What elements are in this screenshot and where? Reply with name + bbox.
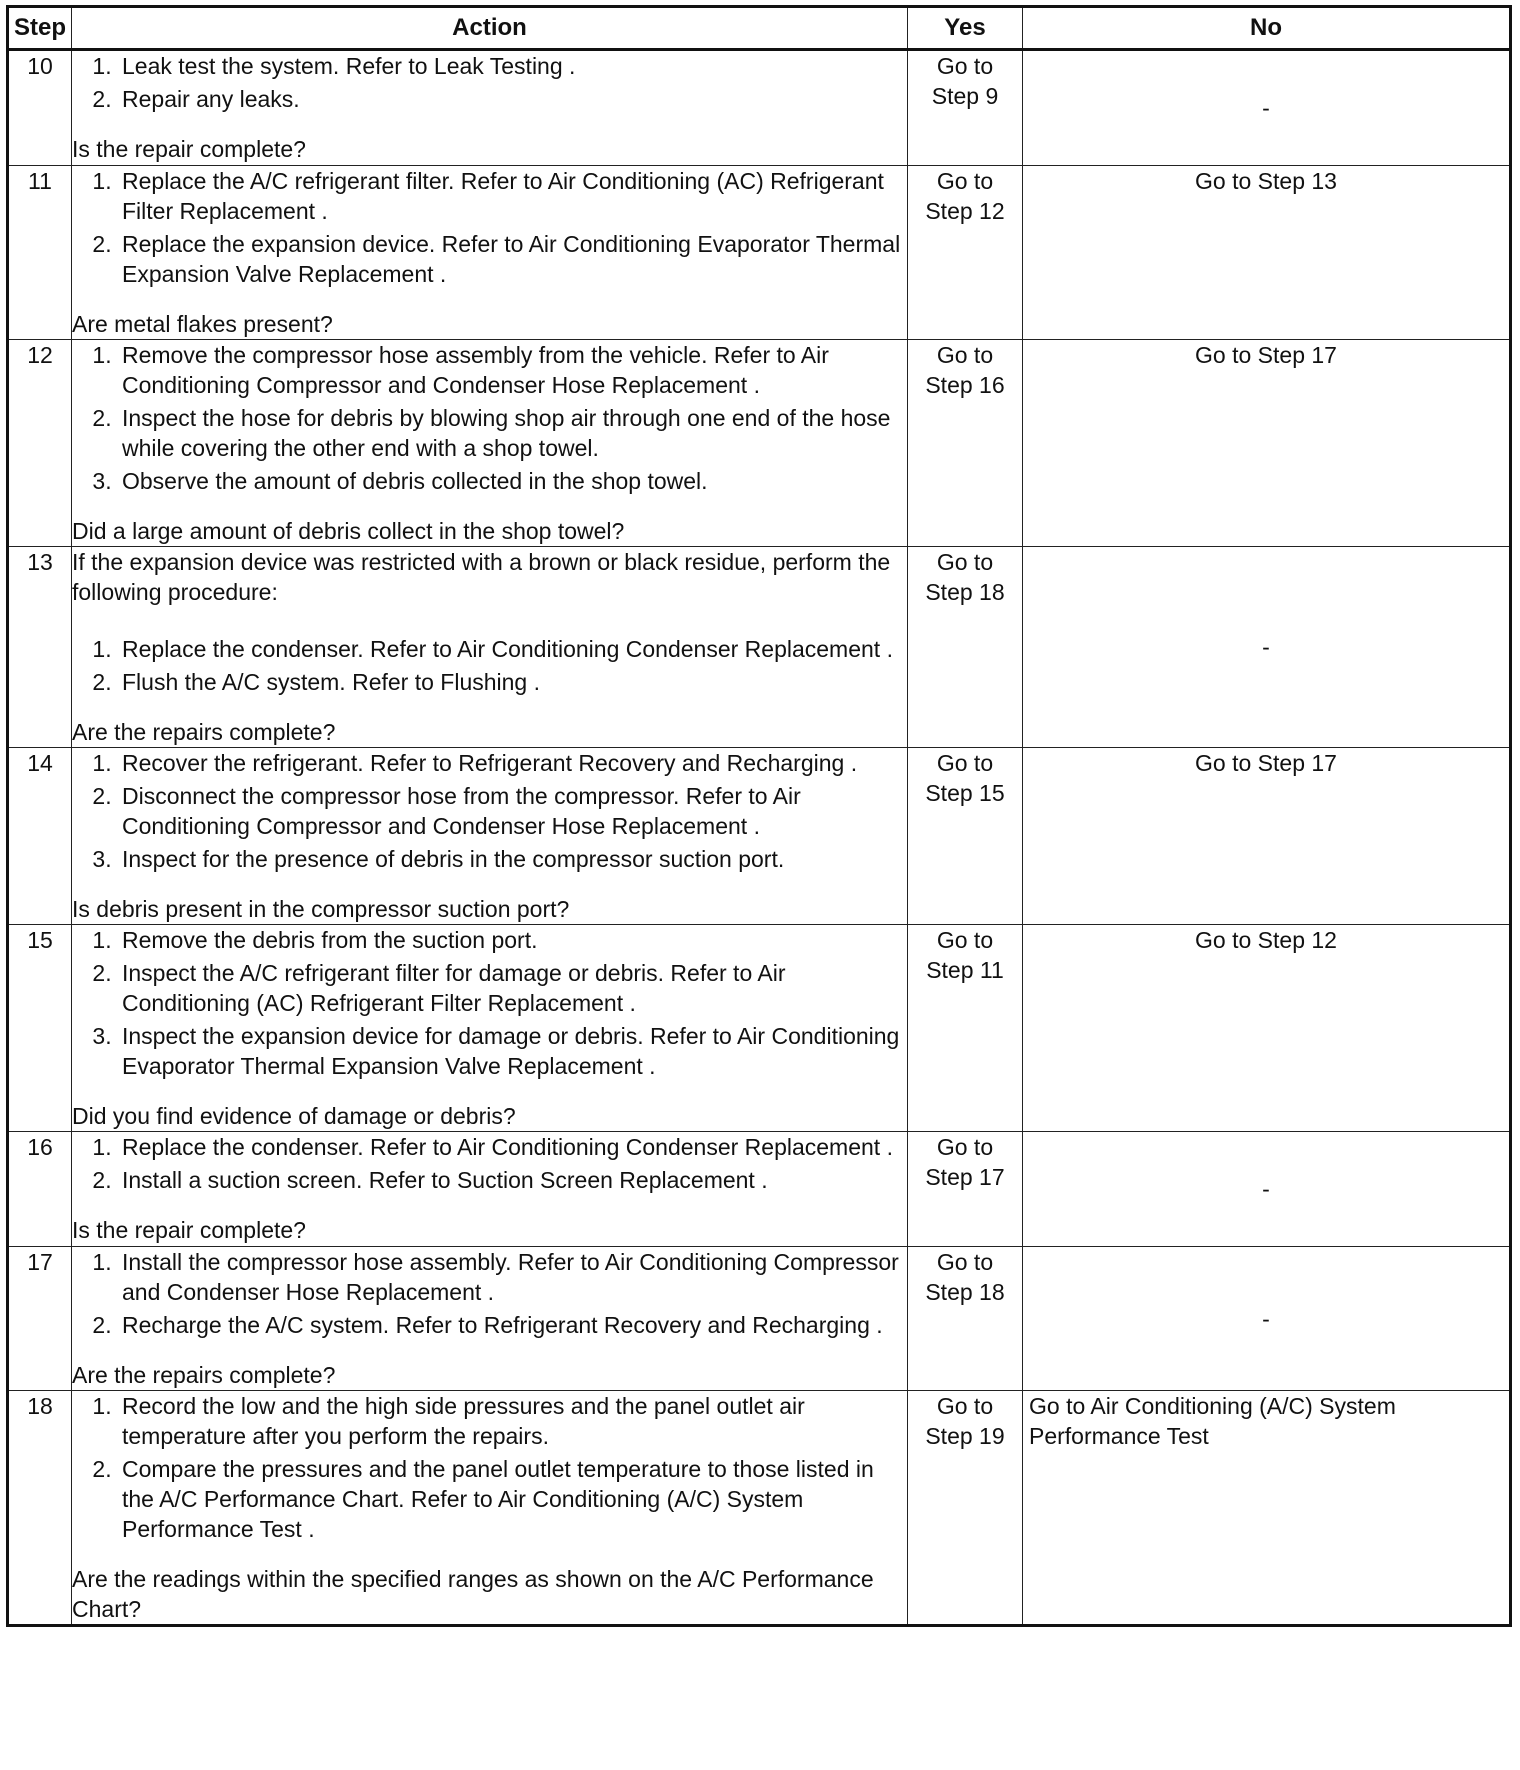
yes-text: Step 12 [925,198,1005,224]
table-row [8,925,1511,1132]
action-intro: If the expansion device was restricted with a brown or black residue, perform the following procedure: [72,549,891,605]
yes-cell [908,1391,1023,1626]
no-cell: Go to Step 13 [1023,166,1511,340]
action-question: Did you find evidence of damage or debris? [72,1103,516,1129]
yes-text: Step 15 [925,780,1005,806]
action-item: 2. Inspect the hose for debris by blowing shop air through one end of the hose while covering the other end with a shop towel. [118,403,907,463]
step-number: 12 [8,340,72,547]
yes-text: Step 18 [925,579,1005,605]
action-cell [72,1132,908,1247]
yes-cell [908,925,1023,1132]
action-cell [72,166,908,340]
action-item: 1. Remove the debris from the suction port. [118,925,907,955]
yes-text: Go to [936,1134,994,1160]
table-row [8,748,1511,925]
header-yes: Yes [908,7,1023,50]
yes-text: Step 18 [925,1279,1005,1305]
step-number: 13 [8,547,72,748]
yes-text: Step 11 [926,957,1004,983]
yes-cell [908,1247,1023,1391]
yes-text: Go to [936,549,994,575]
action-item: 3. Observe the amount of debris collected in the shop towel. [118,466,907,496]
yes-cell [908,748,1023,925]
header-row [8,7,1511,50]
action-item: 2. Disconnect the compressor hose from the compressor. Refer to Air Conditioning Compressor and Condenser Hose Replacement . [118,781,907,841]
action-question: Is the repair complete? [72,1217,306,1243]
no-cell: - [1023,50,1511,166]
step-number: 15 [8,925,72,1132]
action-list [72,340,907,496]
step-number: 18 [8,1391,72,1626]
action-item: 1. Recover the refrigerant. Refer to Refrigerant Recovery and Recharging . [118,748,907,778]
action-item: 2. Inspect the A/C refrigerant filter for damage or debris. Refer to Air Conditioning (AC) Refrigerant Filter Replacement . [118,958,907,1018]
yes-text: Step 16 [925,372,1005,398]
action-question: Are metal flakes present? [72,311,333,337]
action-item: 2. Replace the expansion device. Refer to Air Conditioning Evaporator Thermal Expansion Valve Replacement . [118,229,907,289]
table-row [8,340,1511,547]
action-question: Are the repairs complete? [72,1362,336,1388]
action-item: 2. Flush the A/C system. Refer to Flushing . [118,667,907,697]
table-row [8,50,1511,166]
yes-cell [908,547,1023,748]
step-number: 17 [8,1247,72,1391]
no-cell: - [1023,1132,1511,1247]
table-row [8,1132,1511,1247]
table-row [8,547,1511,748]
action-item: 2. Recharge the A/C system. Refer to Refrigerant Recovery and Recharging . [118,1310,907,1340]
action-question: Did a large amount of debris collect in the shop towel? [72,518,625,544]
header-no: No [1023,7,1511,50]
action-cell [72,1391,908,1626]
yes-cell [908,166,1023,340]
action-cell [72,1247,908,1391]
yes-text: Step 9 [931,83,999,109]
action-list [72,748,907,874]
action-list [72,51,907,114]
action-list [72,1132,907,1195]
no-cell: Go to Step 12 [1023,925,1511,1132]
table-row [8,166,1511,340]
header-action: Action [72,7,908,50]
action-item: 1. Leak test the system. Refer to Leak Testing . [118,51,907,81]
action-question: Is debris present in the compressor suction port? [72,896,570,922]
yes-text: Step 17 [925,1164,1005,1190]
action-item: 1. Remove the compressor hose assembly from the vehicle. Refer to Air Conditioning Compressor and Condenser Hose Replacement . [118,340,907,400]
no-cell: - [1023,547,1511,748]
yes-text: Go to [936,53,994,79]
yes-text: Go to [936,1249,994,1275]
action-list [72,1391,907,1544]
action-item: 1. Replace the condenser. Refer to Air Conditioning Condenser Replacement . [118,634,907,664]
action-item: 3. Inspect for the presence of debris in the compressor suction port. [118,844,907,874]
table-body [8,50,1511,1626]
step-number: 10 [8,50,72,166]
yes-cell [908,340,1023,547]
no-cell: Go to Step 17 [1023,748,1511,925]
step-number: 14 [8,748,72,925]
action-question: Are the readings within the specified ranges as shown on the A/C Performance Chart? [72,1566,874,1622]
action-cell [72,748,908,925]
step-number: 16 [8,1132,72,1247]
action-item: 1. Replace the A/C refrigerant filter. Refer to Air Conditioning (AC) Refrigerant Filter Replacement . [118,166,907,226]
no-cell: Go to Step 17 [1023,340,1511,547]
header-step: Step [8,7,72,50]
yes-text: Go to [936,750,994,776]
no-cell: - [1023,1247,1511,1391]
action-cell [72,547,908,748]
table-row [8,1247,1511,1391]
action-list [72,925,907,1081]
yes-cell [908,50,1023,166]
yes-text: Go to [936,168,994,194]
yes-text: Step 19 [925,1423,1005,1449]
action-list [72,1247,907,1340]
action-item: 2. Compare the pressures and the panel outlet temperature to those listed in the A/C Performance Chart. Refer to Air Conditioning (A/C) System Performance Test . [118,1454,907,1544]
action-cell [72,340,908,547]
yes-text: Go to [936,1393,994,1419]
action-cell [72,925,908,1132]
yes-text: Go to [936,342,994,368]
yes-text: Go to [936,927,994,953]
step-number: 11 [8,166,72,340]
action-cell [72,50,908,166]
table-row [8,1391,1511,1626]
action-item: 1. Record the low and the high side pressures and the panel outlet air temperature after you perform the repairs. [118,1391,907,1451]
action-item: 3. Inspect the expansion device for damage or debris. Refer to Air Conditioning Evaporator Thermal Expansion Valve Replacement . [118,1021,907,1081]
action-item: 1. Install the compressor hose assembly. Refer to Air Conditioning Compressor and Condenser Hose Replacement . [118,1247,907,1307]
action-list [72,634,907,697]
no-cell: Go to Air Conditioning (A/C) System Performance Test [1023,1391,1511,1626]
action-question: Is the repair complete? [72,136,306,162]
action-item: 1. Replace the condenser. Refer to Air Conditioning Condenser Replacement . [118,1132,907,1162]
yes-cell [908,1132,1023,1247]
action-item: 2. Install a suction screen. Refer to Suction Screen Replacement . [118,1165,907,1195]
diagnostic-table [6,5,1512,1627]
action-question: Are the repairs complete? [72,719,336,745]
action-list [72,166,907,289]
action-item: 2. Repair any leaks. [118,84,907,114]
